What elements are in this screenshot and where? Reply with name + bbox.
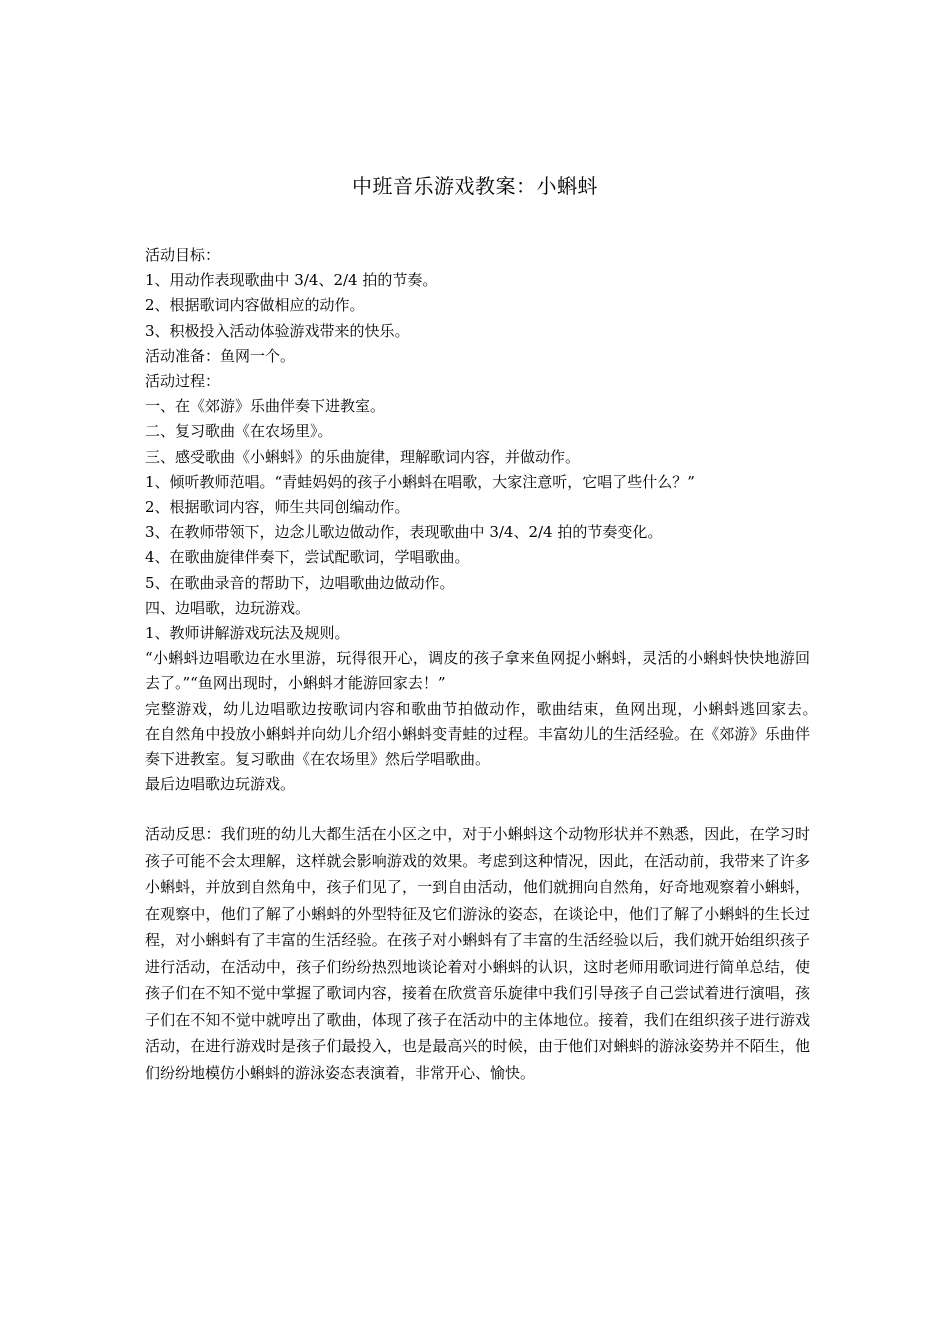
paragraph-rules: “小蝌蚪边唱歌边在水里游，玩得很开心，调皮的孩子拿来鱼网捉小蝌蚪，灵活的小蝌蚪快快地游回去了。”“鱼网出现时，小蝌蚪才能游回家去！”: [145, 649, 810, 693]
text-line: 四、边唱歌，边玩游戏。: [145, 598, 311, 617]
text-line: 一、在《郊游》乐曲伴奏下进教室。: [145, 397, 386, 416]
text-line: 3、积极投入活动体验游戏带来的快乐。: [145, 321, 410, 340]
text-line: 三、感受歌曲《小蝌蚪》的乐曲旋律，理解歌词内容，并做动作。: [145, 447, 581, 466]
paragraph-reflection: 活动反思：我们班的幼儿大都生活在小区之中，对于小蝌蚪这个动物形状并不熟悉，因此，在学习时孩子可能不会太理解，这样就会影响游戏的效果。考虑到这种情况，因此，在活动前，我带来了许多小蝌蚪，并放到自然角中，孩子们见了，一到自由活动，他们就拥向自然角，好奇地观察着小蝌蚪，在观察中，他们了解了小蝌蚪的外型特征及它们游泳的姿态，在谈论中，他们了解了小蝌蚪的生长过程，对小蝌蚪有了丰富的生活经验。在孩子对小蝌蚪有了丰富的生活经验以后，我们就开始组织孩子进行活动，在活动中，孩子们纷纷热烈地谈论着对小蝌蚪的认识，这时老师用歌词进行简单总结，使孩子们在不知不觉中掌握了歌词内容，接着在欣赏音乐旋律中我们引导孩子自己尝试着进行演唱，孩子们在不知不觉中就哼出了歌曲，体现了孩子在活动中的主体地位。接着，我们在组织孩子进行游戏活动，在进行游戏时是孩子们最投入，也是最高兴的时候，由于他们对蝌蚪的游泳姿势并不陌生，他们纷纷地模仿小蝌蚪的游泳姿态表演着，非常开心、愉快。: [145, 825, 810, 1082]
text-line: 1、用动作表现歌曲中 3/4、2/4 拍的节奏。: [145, 271, 438, 290]
text-line: 最后边唱歌边玩游戏。: [145, 775, 296, 794]
text-line: 2、根据歌词内容，师生共同创编动作。: [145, 498, 410, 517]
text-line: 活动目标：: [145, 246, 221, 264]
document-body: [145, 243, 841, 1086]
text-line: 1、教师讲解游戏玩法及规则。: [145, 624, 350, 643]
text-line: 活动准备：鱼网一个。: [145, 346, 296, 365]
paragraph-game: 完整游戏，幼儿边唱歌边按歌词内容和歌曲节拍做动作，歌曲结束，鱼网出现，小蝌蚪逃回家去。 在自然角中投放小蝌蚪并向幼儿介绍小蝌蚪变青蛙的过程。丰富幼儿的生活经验。在《郊游》乐曲伴奏下进教室。复习歌曲《在农场里》然后学唱歌曲。: [145, 699, 841, 769]
text-line: 4、在歌曲旋律伴奏下，尝试配歌词，学唱歌曲。: [145, 548, 470, 567]
paragraph-spacer: [145, 797, 810, 821]
text-line: 2、根据歌词内容做相应的动作。: [145, 296, 365, 315]
text-line: 5、在歌曲录音的帮助下，边唱歌曲边做动作。: [145, 573, 455, 592]
text-line: 1、倾听教师范唱。“青蛙妈妈的孩子小蝌蚪在唱歌，大家注意听，它唱了些什么？”: [145, 472, 695, 491]
document-title: 中班音乐游戏教案：小蝌蚪: [352, 174, 598, 198]
text-line: 二、复习歌曲《在农场里》。: [145, 422, 333, 441]
text-line: 活动过程：: [145, 372, 221, 391]
text-line: 3、在教师带领下，边念儿歌边做动作，表现歌曲中 3/4、2/4 拍的节奏变化。: [145, 523, 663, 542]
